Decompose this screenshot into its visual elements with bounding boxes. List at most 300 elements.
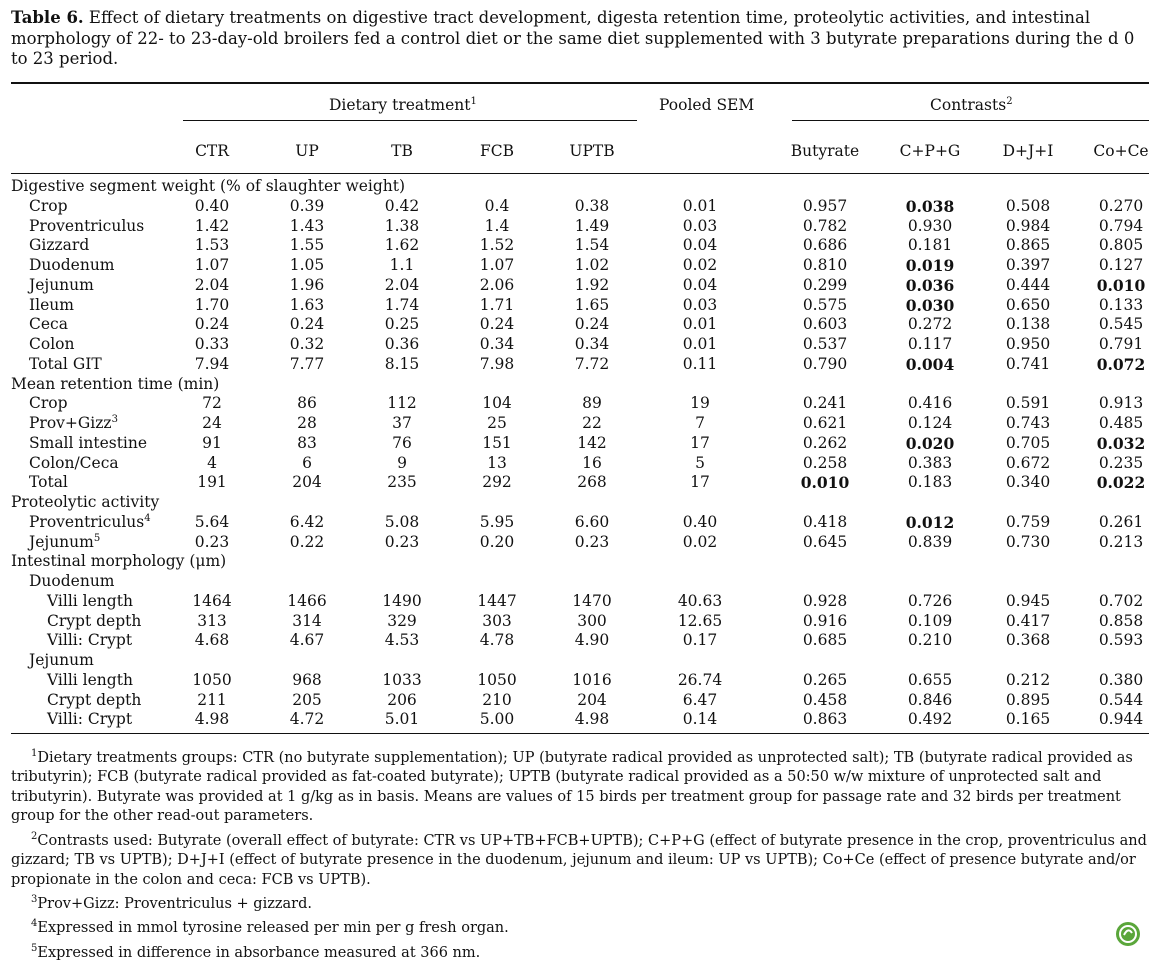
table-cell: 0.036 <box>905 275 955 295</box>
table-cell: 0.25 <box>384 315 420 334</box>
table-cell: 0.537 <box>802 335 848 353</box>
table-cell: 0.23 <box>194 532 230 551</box>
table-cell: 1470 <box>572 591 612 610</box>
table-cell: 1466 <box>287 591 327 610</box>
table-cell: 5.00 <box>479 710 515 729</box>
table-row <box>0 533 1149 553</box>
table-cell: 0.957 <box>802 196 848 215</box>
table-cell: 0.930 <box>907 216 953 235</box>
table-cell: 5.01 <box>384 710 420 729</box>
table-cell: 0.02 <box>682 256 718 274</box>
table-cell: 0.262 <box>802 433 848 452</box>
table-cell: 5.95 <box>479 512 515 531</box>
row-label: Prov+Gizz$^3$ <box>29 414 118 433</box>
table-cell: 1.49 <box>574 216 610 235</box>
table-cell: 0.019 <box>905 256 955 275</box>
table-cell: 0.645 <box>802 532 848 551</box>
table-row <box>0 473 1149 493</box>
table-cell: 0.23 <box>384 532 420 551</box>
table-cell: 19 <box>690 394 710 413</box>
table-cell: 1.53 <box>194 236 230 255</box>
table-cell: 0.17 <box>682 631 718 650</box>
table-cell: 0.383 <box>907 453 953 472</box>
row-label: Villi: Crypt <box>47 710 133 729</box>
table-cell: 0.22 <box>289 532 325 551</box>
table-cell: 0.01 <box>682 335 718 353</box>
table-cell: 4.98 <box>194 710 230 729</box>
table-cell: 0.04 <box>682 236 718 255</box>
table-cell: 0.945 <box>1005 591 1051 610</box>
table-cell: 0.127 <box>1098 256 1144 274</box>
table-cell: 76 <box>392 433 412 452</box>
table-cell: 4.90 <box>574 631 610 650</box>
table-cell: 0.165 <box>1005 710 1051 729</box>
table-row <box>0 197 1149 217</box>
table-cell: 9 <box>397 453 407 472</box>
table-cell: 210 <box>482 690 512 709</box>
table-cell: 0.40 <box>194 196 230 215</box>
dietary-treatment-header: Dietary treatment$^1$ <box>329 96 477 115</box>
table-cell: 0.258 <box>802 453 848 472</box>
table-cell: 0.124 <box>907 414 953 432</box>
table-cell: 0.109 <box>907 611 953 630</box>
row-label: Proventriculus$^4$ <box>29 512 151 531</box>
table-row <box>0 414 1149 434</box>
row-label: Proventriculus <box>29 216 145 235</box>
table-row <box>0 276 1149 296</box>
table-cell: 0.39 <box>289 196 325 215</box>
table-cell: 0.40 <box>682 512 718 531</box>
table-cell: 91 <box>202 433 222 452</box>
footnote: $^3$Prov+Gizz: Proventriculus + gizzard. <box>31 894 312 912</box>
table-cell: 2.04 <box>194 275 230 294</box>
table-cell: 0.650 <box>1005 295 1051 314</box>
table-cell: 0.33 <box>194 335 230 353</box>
table-cell: 1.38 <box>384 216 420 235</box>
table-cell: 0.545 <box>1098 315 1144 334</box>
table-cell: 6.60 <box>574 512 610 531</box>
table-cell: 1016 <box>572 670 612 689</box>
table-cell: 1.54 <box>574 236 610 255</box>
table-cell: 0.183 <box>907 473 953 492</box>
table-cell: 1.74 <box>384 295 420 314</box>
table-cell: 0.42 <box>384 196 420 215</box>
table-cell: 7.72 <box>574 354 610 373</box>
table-cell: 0.24 <box>194 315 230 334</box>
table-cell: 0.984 <box>1005 216 1051 235</box>
table-cell: 303 <box>482 611 512 630</box>
table-row <box>0 434 1149 454</box>
table-cell: 0.685 <box>802 631 848 650</box>
row-label: Total GIT <box>29 354 102 373</box>
table-cell: 0.4 <box>484 196 510 215</box>
header-rule <box>11 173 1149 174</box>
table-cell: 0.138 <box>1005 315 1051 334</box>
table-cell: 1.07 <box>194 256 230 274</box>
table-cell: 0.261 <box>1098 512 1144 531</box>
table-cell: 1464 <box>192 591 232 610</box>
footnote: $^2$Contrasts used: Butyrate (overall effect of butyrate: CTR vs UP+TB+FCB+UPTB); C+P+G (effect of butyrate presence in the crop, proventriculus and gizzard; TB vs UPTB); D+J+I (effect of butyrate presence in the duodenum, jejunum and ileum: UP vs UPTB); Co+Ce (effect of presence butyrate and/or propionate in the colon and ceca: FCB vs UPTB). <box>11 830 1147 888</box>
row-label: Jejunum <box>29 275 94 294</box>
table-cell: 0.022 <box>1096 473 1146 493</box>
table-cell: 1.02 <box>574 256 610 274</box>
table-cell: 0.705 <box>1005 433 1051 452</box>
table-cell: 112 <box>387 394 417 413</box>
table-cell: 0.913 <box>1098 394 1144 413</box>
table-cell: 0.34 <box>479 335 515 353</box>
table-cell: 0.794 <box>1098 216 1144 235</box>
table-cell: 0.944 <box>1098 710 1144 729</box>
table-cell: 0.418 <box>802 512 848 531</box>
column-header: UP <box>295 142 319 160</box>
column-header: UPTB <box>569 142 615 160</box>
table-cell: 0.743 <box>1005 414 1051 432</box>
table-cell: 0.759 <box>1005 512 1051 531</box>
row-label: Mean retention time (min) <box>11 374 220 393</box>
table-cell: 4.53 <box>384 631 420 650</box>
table-cell: 0.655 <box>907 670 953 689</box>
table-cell: 4.98 <box>574 710 610 729</box>
row-label: Duodenum <box>29 256 115 274</box>
table-cell: 5.64 <box>194 512 230 531</box>
table-cell: 1.42 <box>194 216 230 235</box>
table-cell: 25 <box>487 414 507 432</box>
table-cell: 968 <box>292 670 322 689</box>
open-access-icon <box>1115 921 1141 947</box>
row-label: Villi: Crypt <box>47 631 133 650</box>
table-cell: 205 <box>292 690 322 709</box>
table-cell: 4 <box>207 453 217 472</box>
table-cell: 1050 <box>192 670 232 689</box>
table-cell: 13 <box>487 453 507 472</box>
table-row <box>0 394 1149 414</box>
section-row <box>0 552 1149 572</box>
table-row <box>0 236 1149 256</box>
table-cell: 72 <box>202 394 222 413</box>
table-cell: 0.270 <box>1098 196 1144 215</box>
table-cell: 0.865 <box>1005 236 1051 255</box>
row-label: Colon/Ceca <box>29 453 119 472</box>
table-cell: 292 <box>482 473 512 492</box>
section-row <box>0 177 1149 197</box>
column-header: C+P+G <box>899 142 961 160</box>
table-cell: 0.210 <box>907 631 953 650</box>
row-label: Villi length <box>47 591 133 610</box>
table-cell: 151 <box>482 433 512 452</box>
table-cell: 104 <box>482 394 512 413</box>
footnote: $^1$Dietary treatments groups: CTR (no butyrate supplementation); UP (butyrate radical provided as unprotected salt); TB (butyrate radical provided as tributyrin); FCB (butyrate radical provided as fat-coated butyrate); UPTB (butyrate radical provided as a 50:50 w/w mixture of unprotected salt and tributyrin). Butyrate was provided at 1 g/kg as in basis. Means are values of 15 birds per treatment group for passage rate and 32 birds per treatment group for the other read-out parameters. <box>11 748 1133 825</box>
table-cell: 1033 <box>382 670 422 689</box>
table-cell: 0.593 <box>1098 631 1144 650</box>
table-cell: 313 <box>197 611 227 630</box>
table-cell: 0.04 <box>682 275 718 294</box>
table-cell: 0.672 <box>1005 453 1051 472</box>
table-cell: 1.62 <box>384 236 420 255</box>
table-cell: 0.181 <box>907 236 953 255</box>
bottom-rule <box>11 733 1149 734</box>
footnote: $^4$Expressed in mmol tyrosine released per min per g fresh organ. <box>31 918 509 937</box>
table-row <box>0 691 1149 711</box>
table-cell: 7.98 <box>479 354 515 373</box>
row-label: Digestive segment weight (% of slaughter weight) <box>11 177 406 195</box>
table-cell: 17 <box>690 473 710 492</box>
caption-text: Effect of dietary treatments on digestive tract development, digesta retention time, proteolytic activities, and intestinal morphology of 22- to 23-day-old broilers fed a control diet or the same diet supplemented with 3 butyrate preparations during the d 0 to 23 period. <box>11 8 1135 68</box>
table-cell: 26.74 <box>677 670 723 689</box>
contrasts-underline <box>792 120 1149 121</box>
table-cell: 0.010 <box>1096 275 1146 295</box>
table-cell: 0.544 <box>1098 690 1144 709</box>
section-row <box>0 375 1149 395</box>
table-cell: 0.782 <box>802 216 848 235</box>
table-cell: 1.65 <box>574 295 610 314</box>
table-cell: 0.14 <box>682 710 718 729</box>
row-label: Ceca <box>29 315 68 334</box>
column-header: D+J+I <box>1002 142 1054 160</box>
table-cell: 0.23 <box>574 532 610 551</box>
table-cell: 191 <box>197 473 227 492</box>
table-cell: 0.272 <box>907 315 953 334</box>
table-cell: 0.299 <box>802 275 848 294</box>
table-cell: 40.63 <box>677 591 723 610</box>
table-cell: 7.94 <box>194 354 230 373</box>
table-cell: 0.11 <box>682 354 718 373</box>
table-cell: 6.42 <box>289 512 325 531</box>
table-cell: 0.133 <box>1098 295 1144 314</box>
table-cell: 314 <box>292 611 322 630</box>
column-headers <box>0 142 1149 162</box>
contrasts-header: Contrasts$^2$ <box>930 96 1013 115</box>
table-cell: 0.846 <box>907 690 953 709</box>
table-cell: 1.05 <box>289 256 325 274</box>
table-cell: 0.895 <box>1005 690 1051 709</box>
row-label: Gizzard <box>29 236 90 255</box>
table-cell: 0.603 <box>802 315 848 334</box>
row-label: Crop <box>29 196 68 215</box>
table-row <box>0 710 1149 730</box>
table-cell: 0.010 <box>800 473 850 493</box>
row-label: Jejunum$^5$ <box>29 532 101 551</box>
table-cell: 0.417 <box>1005 611 1051 630</box>
row-label: Total <box>29 473 68 492</box>
table-cell: 0.01 <box>682 196 718 215</box>
table-cell: 204 <box>292 473 322 492</box>
table-cell: 2.04 <box>384 275 420 294</box>
row-label: Duodenum <box>29 572 115 590</box>
column-header: Co+Ce <box>1093 142 1149 160</box>
table-cell: 0.032 <box>1096 433 1146 453</box>
table-cell: 89 <box>582 394 602 413</box>
table-row <box>0 454 1149 474</box>
caption-label: Table 6. <box>11 8 84 27</box>
table-cell: 0.916 <box>802 611 848 630</box>
table-cell: 0.444 <box>1005 275 1051 294</box>
table-cell: 0.235 <box>1098 453 1144 472</box>
table-cell: 0.741 <box>1005 354 1051 373</box>
table-row <box>0 335 1149 355</box>
table-cell: 0.575 <box>802 295 848 314</box>
table-row <box>0 315 1149 335</box>
table-cell: 0.730 <box>1005 532 1051 551</box>
column-header: FCB <box>479 142 514 160</box>
table-cell: 0.368 <box>1005 631 1051 650</box>
table-cell: 7 <box>695 414 705 432</box>
table-cell: 4.78 <box>479 631 515 650</box>
table-cell: 300 <box>577 611 607 630</box>
table-row <box>0 513 1149 533</box>
table-cell: 8.15 <box>384 354 420 373</box>
table-cell: 0.004 <box>905 354 955 374</box>
row-label: Intestinal morphology (μm) <box>11 552 227 571</box>
table-cell: 0.397 <box>1005 256 1051 274</box>
table-cell: 0.416 <box>907 394 953 413</box>
pooled-sem-header: Pooled SEM <box>659 96 755 114</box>
table-cell: 0.01 <box>682 315 718 334</box>
table-cell: 0.702 <box>1098 591 1144 610</box>
row-label: Jejunum <box>29 651 94 669</box>
table-cell: 0.790 <box>802 354 848 373</box>
table-cell: 1.07 <box>479 256 515 274</box>
table-cell: 24 <box>202 414 222 432</box>
table-row <box>0 217 1149 237</box>
table-cell: 12.65 <box>677 611 723 630</box>
table-cell: 0.072 <box>1096 354 1146 374</box>
table-cell: 0.508 <box>1005 196 1051 215</box>
table-cell: 0.117 <box>907 335 953 353</box>
column-header: Butyrate <box>790 142 860 160</box>
table-cell: 17 <box>690 433 710 452</box>
row-label: Proteolytic activity <box>11 493 160 511</box>
table-cell: 0.213 <box>1098 532 1144 551</box>
table-cell: 1447 <box>477 591 517 610</box>
table-cell: 0.810 <box>802 256 848 274</box>
table-cell: 1.4 <box>484 216 510 235</box>
table-cell: 83 <box>297 433 317 452</box>
table-cell: 4.68 <box>194 631 230 650</box>
table-cell: 86 <box>297 394 317 413</box>
table-row <box>0 612 1149 632</box>
table-cell: 4.72 <box>289 710 325 729</box>
table-cell: 235 <box>387 473 417 492</box>
table-cell: 4.67 <box>289 631 325 650</box>
table-cell: 1.43 <box>289 216 325 235</box>
table-cell: 1.96 <box>289 275 325 294</box>
footnote: $^5$Expressed in difference in absorbance measured at 366 nm. <box>31 942 481 961</box>
table-cell: 0.686 <box>802 236 848 255</box>
table-cell: 204 <box>577 690 607 709</box>
row-label: Small intestine <box>29 433 148 452</box>
table-cell: 37 <box>392 414 412 432</box>
table-cell: 0.012 <box>905 512 955 532</box>
table-row <box>0 256 1149 276</box>
row-label: Ileum <box>29 295 74 314</box>
table-cell: 0.791 <box>1098 335 1144 353</box>
table-caption <box>11 8 1141 70</box>
table-cell: 1.70 <box>194 295 230 314</box>
table-cell: 22 <box>582 414 602 432</box>
table-cell: 0.591 <box>1005 394 1051 413</box>
table-cell: 0.241 <box>802 394 848 413</box>
table-cell: 211 <box>197 690 227 709</box>
table-cell: 0.020 <box>905 433 955 453</box>
table-cell: 0.34 <box>574 335 610 353</box>
section-row <box>0 493 1149 513</box>
table-cell: 1.55 <box>289 236 325 255</box>
row-label: Crop <box>29 394 68 413</box>
table-cell: 0.02 <box>682 532 718 551</box>
table-cell: 5 <box>695 453 705 472</box>
section-row <box>0 651 1149 671</box>
table-row <box>0 671 1149 691</box>
table-cell: 16 <box>582 453 602 472</box>
table-cell: 28 <box>297 414 317 432</box>
footnotes <box>11 744 1149 963</box>
table-cell: 1050 <box>477 670 517 689</box>
table-cell: 0.038 <box>905 196 955 216</box>
table-cell: 0.03 <box>682 216 718 235</box>
table-cell: 0.492 <box>907 710 953 729</box>
table-cell: 0.805 <box>1098 236 1144 255</box>
table-cell: 1.63 <box>289 295 325 314</box>
row-label: Colon <box>29 335 75 353</box>
table-cell: 0.20 <box>479 532 515 551</box>
table-cell: 0.928 <box>802 591 848 610</box>
table-cell: 1.92 <box>574 275 610 294</box>
table-cell: 0.839 <box>907 532 953 551</box>
table-cell: 0.03 <box>682 295 718 314</box>
table-cell: 6 <box>302 453 312 472</box>
table-cell: 7.77 <box>289 354 325 373</box>
section-row <box>0 572 1149 592</box>
table-cell: 0.340 <box>1005 473 1051 492</box>
table-cell: 6.47 <box>682 690 718 709</box>
table-cell: 0.24 <box>479 315 515 334</box>
table-cell: 0.380 <box>1098 670 1144 689</box>
row-label: Crypt depth <box>47 611 142 630</box>
table-cell: 0.212 <box>1005 670 1051 689</box>
table-cell: 329 <box>387 611 417 630</box>
table-cell: 0.38 <box>574 196 610 215</box>
top-rule <box>11 82 1149 84</box>
table-cell: 0.950 <box>1005 335 1051 353</box>
table-cell: 0.24 <box>289 315 325 334</box>
table-cell: 0.36 <box>384 335 420 353</box>
table-cell: 206 <box>387 690 417 709</box>
table-cell: 1.52 <box>479 236 515 255</box>
table-cell: 0.863 <box>802 710 848 729</box>
table-cell: 0.32 <box>289 335 325 353</box>
table-cell: 142 <box>577 433 607 452</box>
dietary-treatment-underline <box>183 120 637 121</box>
table-cell: 0.24 <box>574 315 610 334</box>
column-header: TB <box>391 142 413 160</box>
table-cell: 1490 <box>382 591 422 610</box>
table-cell: 0.485 <box>1098 414 1144 432</box>
table-cell: 0.265 <box>802 670 848 689</box>
row-label: Crypt depth <box>47 690 142 709</box>
row-label: Villi length <box>47 670 133 689</box>
table-cell: 0.030 <box>905 295 955 315</box>
table-row <box>0 296 1149 316</box>
table-cell: 0.726 <box>907 591 953 610</box>
table-cell: 268 <box>577 473 607 492</box>
table-cell: 0.621 <box>802 414 848 432</box>
table-cell: 1.71 <box>479 295 515 314</box>
table-cell: 0.458 <box>802 690 848 709</box>
table-row <box>0 592 1149 612</box>
table-cell: 1.1 <box>389 256 415 274</box>
table-row <box>0 631 1149 651</box>
table-cell: 2.06 <box>479 275 515 294</box>
